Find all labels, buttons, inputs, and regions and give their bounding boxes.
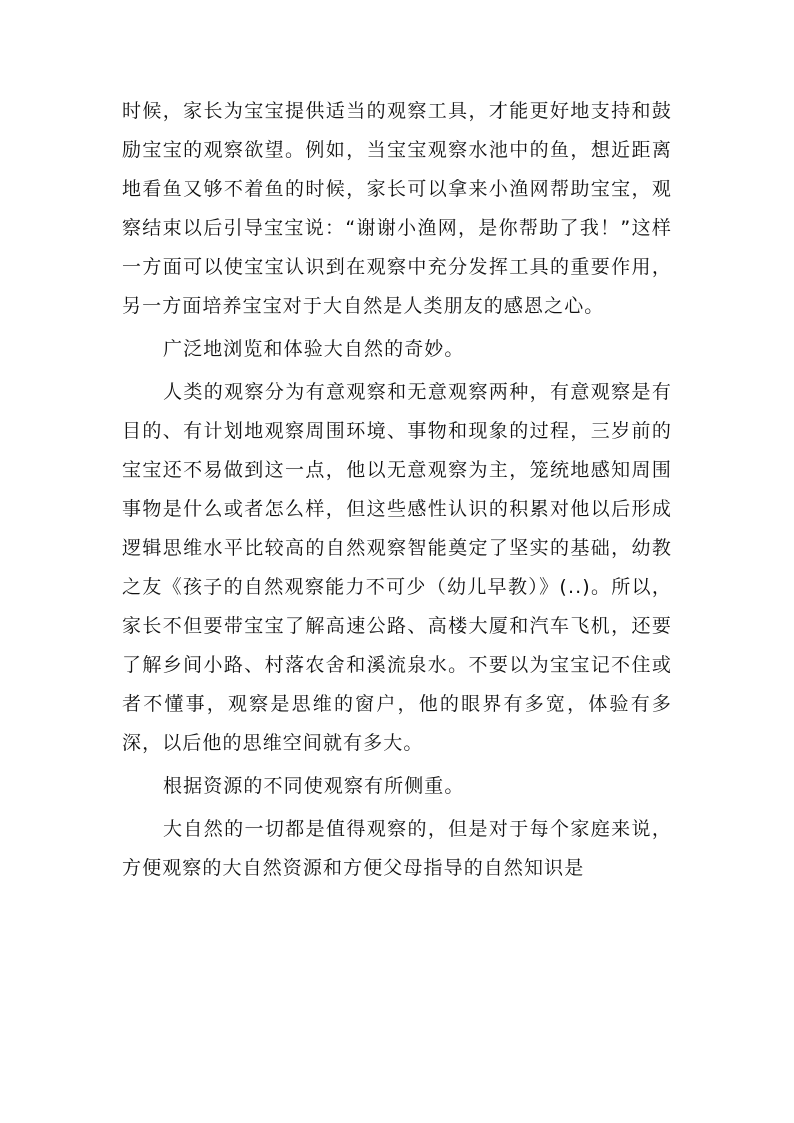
document-body xyxy=(122,92,672,892)
paragraph-5: 大自然的一切都是值得观察的，但是对于每个家庭来说，方便观察的大自然资源和方便父母指导的自然知识是 xyxy=(122,818,672,879)
paragraph-4-heading: 根据资源的不同使观察有所侧重。 xyxy=(163,775,465,797)
paragraph-1: 时候，家长为宝宝提供适当的观察工具，才能更好地支持和鼓励宝宝的观察欲望。例如，当宝宝观察水池中的鱼，想近距离地看鱼又够不着鱼的时候，家长可以拿来小渔网帮助宝宝，观察结束以后引导宝宝说：“谢谢小渔网，是你帮助了我！”这样一方面可以使宝宝认识到在观察中充分发挥工具的重要作用，另一方面培养宝宝对于大自然是人类朋友的感恩之心。 xyxy=(122,100,672,317)
paragraph-3: 人类的观察分为有意观察和无意观察两种，有意观察是有目的、有计划地观察周围环境、事物和现象的过程，三岁前的宝宝还不易做到这一点，他以无意观察为主，笼统地感知周围事物是什么或者怎么样，但这些感性认识的积累对他以后形成逻辑思维水平比较高的自然观察智能奠定了坚实的基础，幼教之友《孩子的自然观察能力不可少（幼儿早教）》(..)。所以，家长不但要带宝宝了解高速公路、高楼大厦和汽车飞机，还要了解乡间小路、村落农舍和溪流泉水。不要以为宝宝记不住或者不懂事，观察是思维的窗户，他的眼界有多宽，体验有多深，以后他的思维空间就有多大。 xyxy=(122,381,672,754)
paragraph-2-heading: 广泛地浏览和体验大自然的奇妙。 xyxy=(163,338,465,360)
